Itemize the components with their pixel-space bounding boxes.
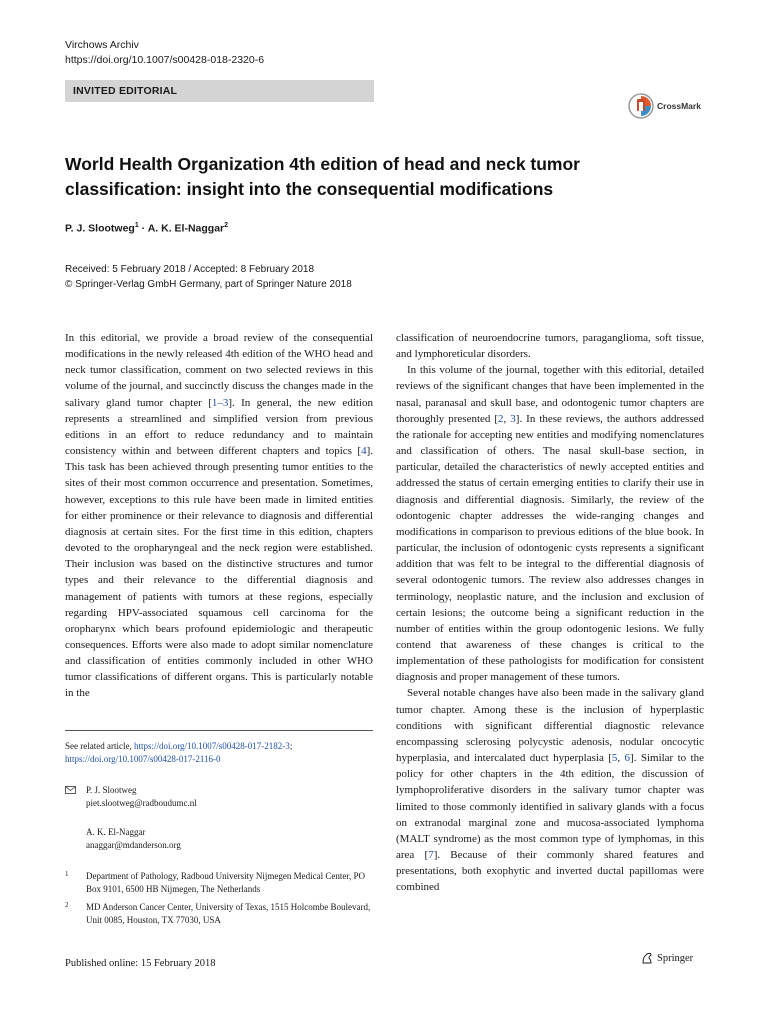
right-paragraph: [396, 685, 704, 895]
springer-horse-icon: [640, 951, 654, 965]
author-2-affiliation: 2: [224, 222, 229, 229]
related-link-2[interactable]: https://doi.org/10.1007/s00428-017-2116-0: [65, 753, 221, 764]
journal-name: Virchows Archiv: [65, 39, 139, 51]
crossmark-icon: [628, 93, 654, 119]
citation-link[interactable]: 1–3: [211, 396, 229, 409]
related-separator: ;: [289, 741, 293, 751]
contact-name: A. K. El-Naggar: [86, 827, 146, 837]
text-run: ]. Because of their commonly shared features and presentations, both exophytic and inverted ductal papillomas were combined: [396, 849, 704, 894]
affiliation: [65, 901, 373, 926]
citation-link[interactable]: 6: [624, 752, 631, 765]
text-run: ]. Similar to the policy for other chapters in the 4th edition, the discussion of lymphoproliferative disorders in the salivary tumor chapter was limited to those commonly identified in salivary glands with a focus on extranodal marginal zone and mucosa-associated lymphoma (MALT syndrome) as the most common type of lymphomas, in this area [: [396, 752, 704, 861]
right-column: [396, 330, 704, 895]
copyright-line: [65, 277, 352, 292]
copyright-icon: ©: [65, 279, 76, 290]
publisher-logo: [640, 951, 693, 965]
citation-link[interactable]: 4: [361, 445, 367, 458]
text-run: In this volume of the journal, together with this editorial, detailed reviews of the significant changes that have been implemented in the nasal, paranasal and skull base, and odontogenic tumor chapters are thoroughly presented [: [396, 364, 704, 425]
contact-name: P. J. Slootweg: [86, 785, 137, 795]
text-run: ]. This task has been achieved through presenting tumor entities to the sites of their most common occurrence and presentation. Sometimes, however, exceptions to this rule have been made in limited entities for either prominence or their relevance to diagnosis and differential diagnosis at certain sites. For the first time in this edition, chapters devoted to the oropharyngeal and the neck region were established. Their inclusion was based on the distinctive structures and tumor types and their relevance to the differential diagnosis and management of patients with tumors at these regions, especially regarding HPV-associated squamous cell carcinoma for the oropharynx which bears profound epidemiologic and therapeutic consequences. Efforts were also made to adopt similar nomenclature and classification of entities commonly included in other WHO tumor classifications of different organs. This is particularly notable in the: [65, 445, 373, 700]
contact-block: [65, 826, 181, 851]
text-run: In this editorial, we provide a broad review of the consequential modifications in the newly released 4th edition of the WHO head and neck tumor classification, comment on two selected reviews in this volume of the journal, and succinctly discuss the changes made in the salivary gland tumor chapter [: [65, 332, 373, 409]
left-column: [65, 330, 373, 702]
affiliation-number: 1: [65, 870, 69, 878]
author-list: [65, 222, 228, 235]
author-1-affiliation: 1: [134, 222, 139, 229]
contact-email[interactable]: piet.slootweg@radboudumc.nl: [86, 797, 197, 808]
footnote-divider: [65, 730, 373, 731]
citation-link[interactable]: 5: [611, 752, 618, 765]
related-prefix: See related article,: [65, 741, 134, 751]
doi-link[interactable]: https://doi.org/10.1007/s00428-018-2320-6: [65, 54, 265, 66]
article-dates: [65, 262, 352, 292]
affiliation: [65, 870, 373, 895]
published-date: Published online: 15 February 2018: [65, 958, 216, 969]
author-1[interactable]: P. J. Slootweg: [65, 222, 135, 235]
contact-block: [65, 784, 197, 809]
received-accepted: Received: 5 February 2018 / Accepted: 8 February 2018: [65, 264, 315, 275]
crossmark-badge[interactable]: [628, 93, 701, 119]
citation-link[interactable]: 7: [428, 849, 434, 861]
text-run: ,: [617, 752, 625, 765]
text-run: ]. In general, the new edition represents a streamlined and simplified version from previous editions in an effort to reduce redundancy and to maintain consistency within and between different chapters and topics [: [65, 396, 373, 458]
citation-link[interactable]: 3: [510, 412, 516, 425]
affiliation-number: 2: [65, 901, 69, 909]
text-run: ,: [503, 412, 511, 425]
affiliation-text: Department of Pathology, Radboud University Nijmegen Medical Center, PO Box 9101, 6500 HB Nijmegen, The Netherlands: [86, 871, 365, 894]
envelope-icon: [65, 786, 76, 794]
affiliation-text: MD Anderson Cancer Center, University of Texas, 1515 Holcombe Boulevard, Unit 0085, Houston, TX 77030, USA: [86, 902, 371, 925]
related-link-1[interactable]: https://doi.org/10.1007/s00428-017-2182-3: [133, 741, 290, 751]
text-run: ]. In these reviews, the authors addressed the rationale for accepting new entities and modifying nomenclatures and classification of others. The nasal skull-base section, in particular, detailed the characteristics of newly accepted entities and addressed the status of certain emerging entities to clarify their use in diagnosis and differential diagnosis. Similarly, the review of the odontogenic chapter addresses the wide-ranging changes and modifications in comparison to previous editions of the blue book. In particular, the inclusion of odontogenic cysts represents a significant addition that was felt to be integral to the differential diagnosis of several odontogenic tumors. The review also addresses changes in terminology, neoplastic nature, and the inclusion and exclusion of certain lesions; the outcome being a significant reduction in the number of entities within the group odontogenic lesions. We fully contend that awareness of these changes is critical to the implementation of these pathologists for modification for consistent diagnosis and proper management of these tumors.: [396, 412, 704, 684]
text-run: Several notable changes have also been made in the salivary gland tumor chapter. Among these is the inclusion of hyperplastic conditions with significant differential diagnostic relevance encompassing sclerosing polycystic adenosis, nodular oncocytic hyperplasia, and intercalated duct hyperplasia [: [396, 687, 704, 765]
author-separator: ·: [138, 222, 148, 235]
citation-link[interactable]: 2: [498, 412, 504, 425]
crossmark-label: CrossMark: [657, 101, 701, 111]
publisher-name: Springer: [657, 952, 694, 964]
article-title: World Health Organization 4th edition of head and neck tumor classification: insight into the consequential modifications: [65, 154, 580, 199]
journal-header: [65, 38, 264, 68]
right-paragraph: [396, 362, 704, 685]
related-articles: [65, 740, 373, 765]
copyright-text: Springer-Verlag GmbH Germany, part of Springer Nature 2018: [75, 279, 352, 290]
author-2[interactable]: A. K. El-Naggar: [147, 222, 225, 235]
contact-email[interactable]: anaggar@mdanderson.org: [86, 839, 181, 850]
article-type-banner: INVITED EDITORIAL: [65, 80, 374, 102]
left-paragraph: [65, 330, 373, 702]
right-paragraph: classification of neuroendocrine tumors, paraganglioma, soft tissue, and lymphoreticular disorders.: [396, 332, 704, 361]
